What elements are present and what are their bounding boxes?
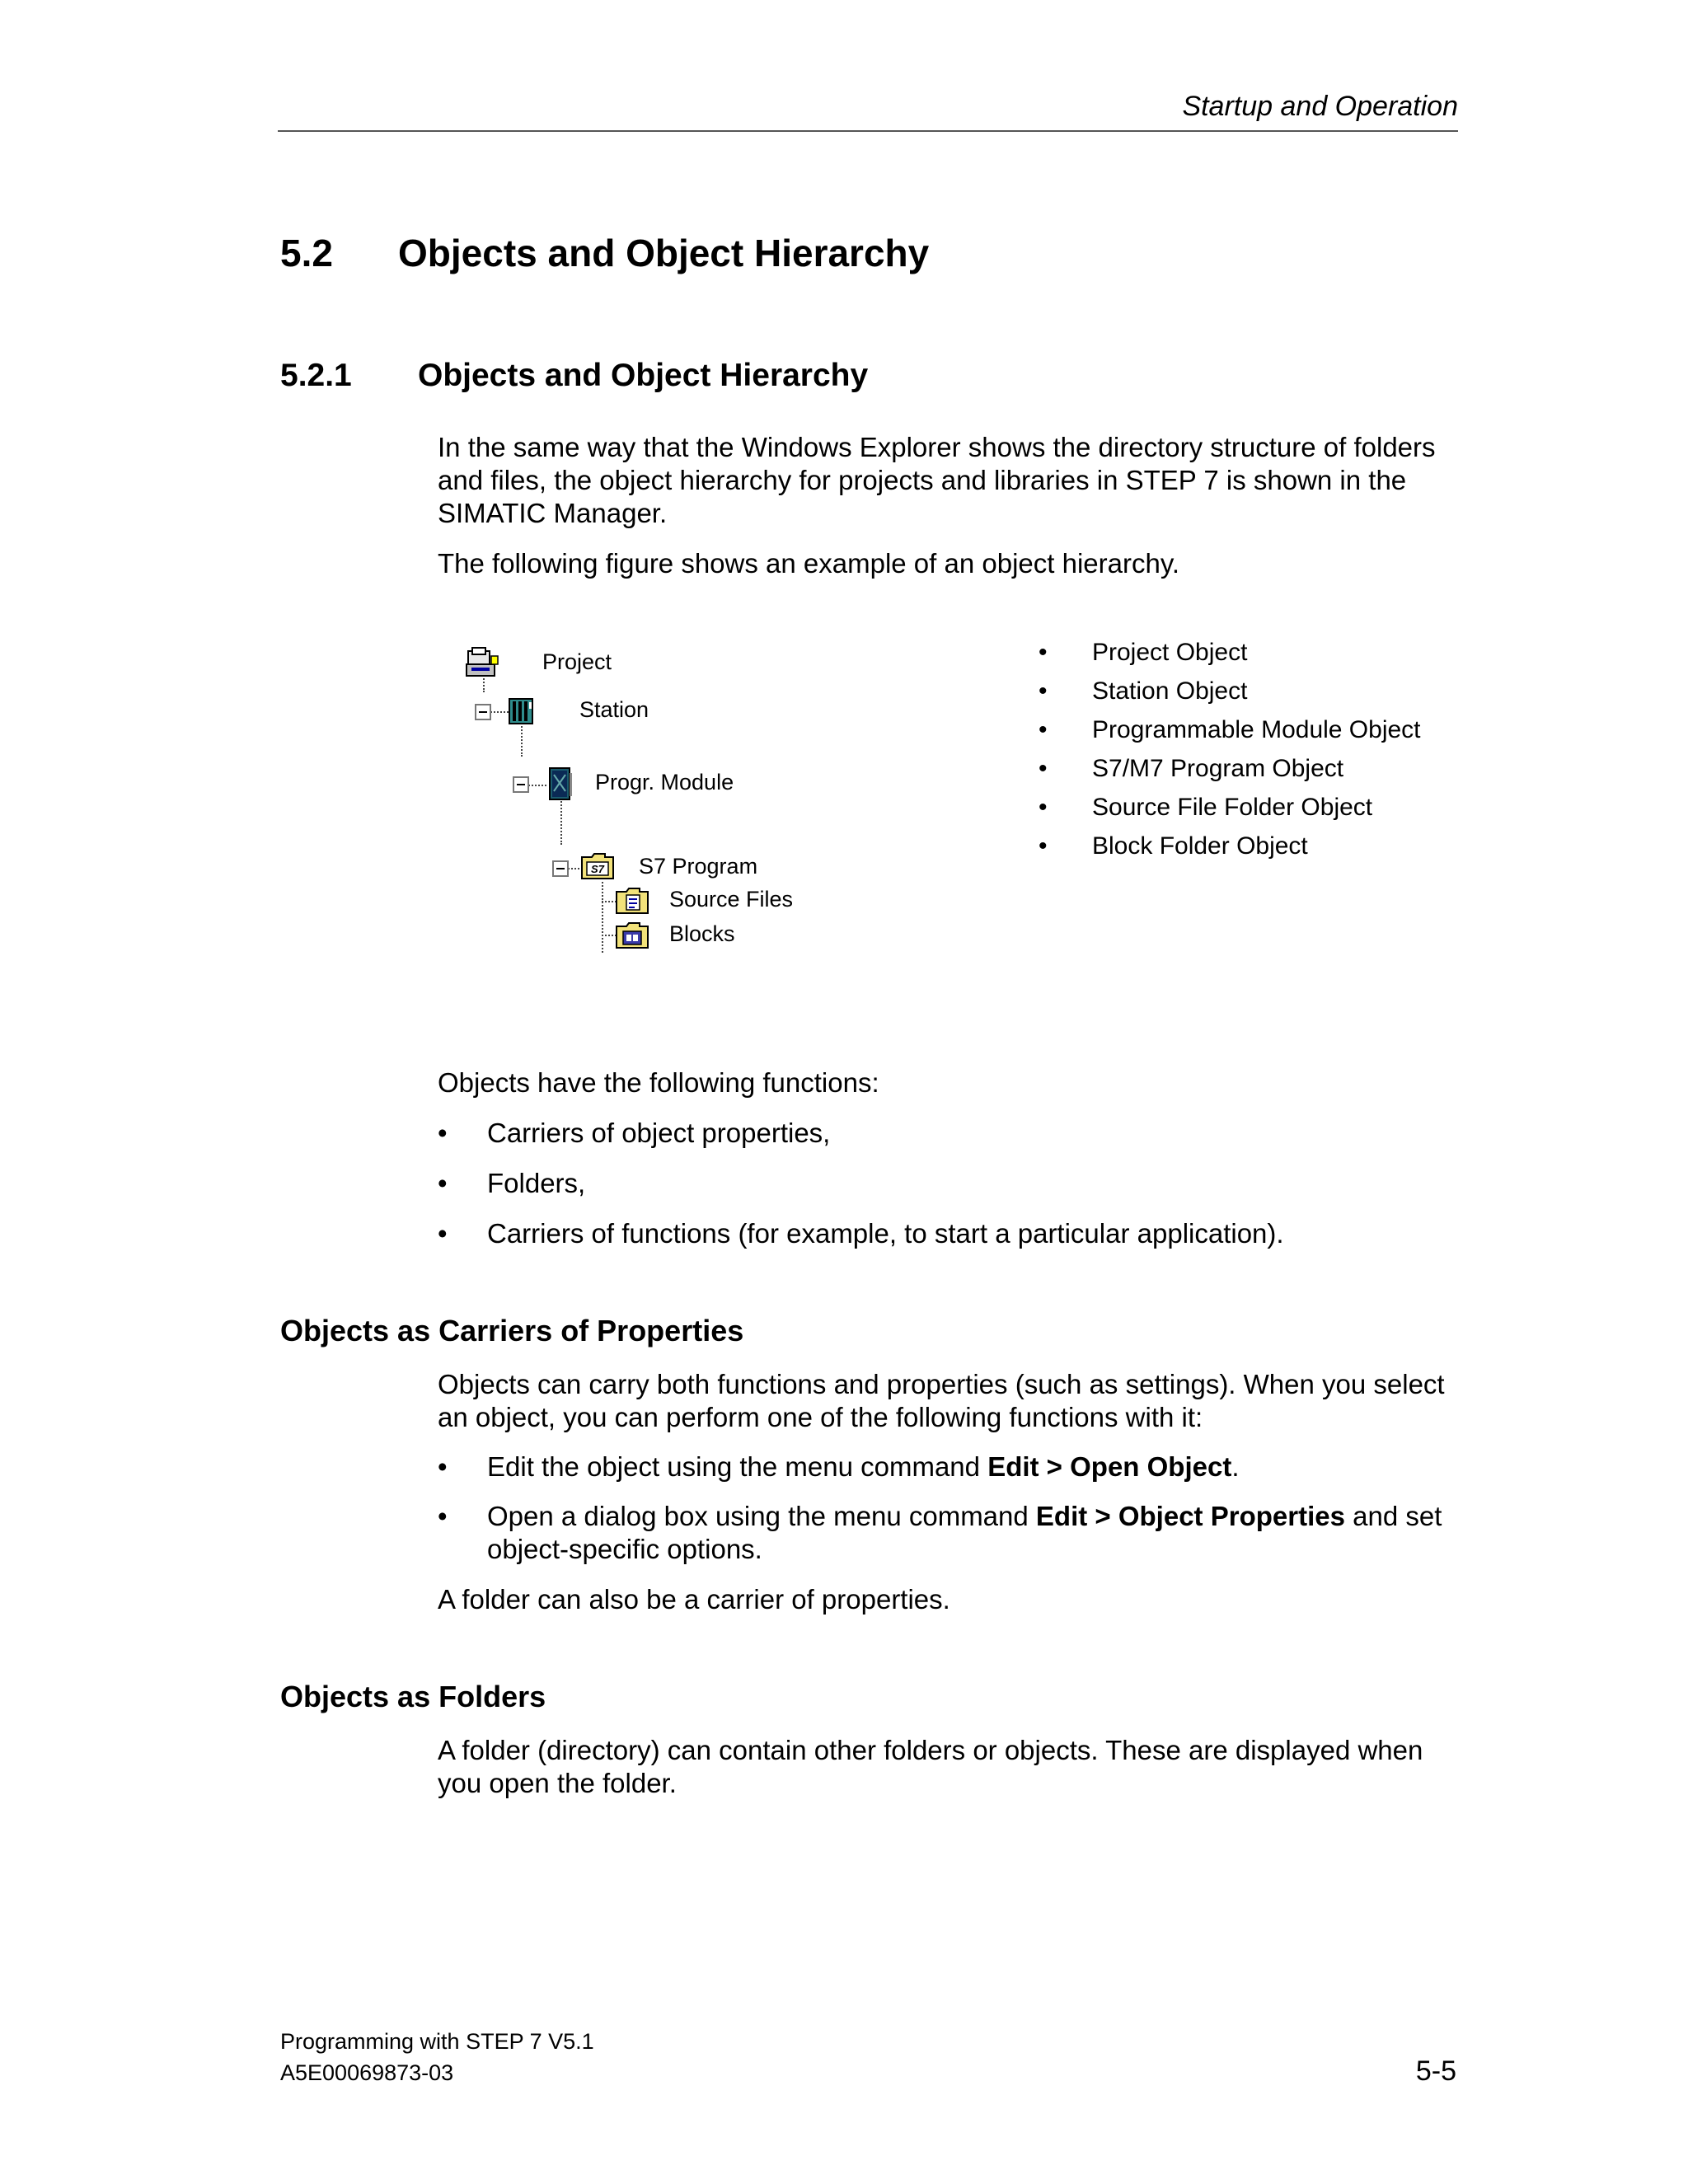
intro-paragraph: In the same way that the Windows Explorer shows the directory structure of folders and files, the object hierarchy for projects and libraries in STEP 7 is shown in the SIMATIC Manager. bbox=[438, 432, 1436, 528]
s7-badge: S7 bbox=[591, 863, 604, 875]
menu-command: Edit > Open Object bbox=[987, 1451, 1232, 1482]
module-icon bbox=[547, 766, 574, 801]
collapse-icon[interactable] bbox=[552, 860, 569, 877]
s7-program-icon bbox=[580, 852, 615, 880]
project-icon bbox=[465, 646, 499, 679]
section-title: Objects and Object Hierarchy bbox=[398, 232, 930, 274]
footer-doc-number: A5E00069873-03 bbox=[280, 2060, 454, 2085]
menu-command: Edit > Object Properties bbox=[1035, 1501, 1345, 1531]
source-files-icon bbox=[615, 887, 649, 915]
header-rule bbox=[278, 130, 1458, 132]
page-number: 5-5 bbox=[1415, 2055, 1456, 2087]
carriers-intro: Objects can carry both functions and properties (such as settings). When you select an object, you can perform one of the following functions with it: bbox=[438, 1369, 1445, 1432]
folders-text: A folder (directory) can contain other folders or objects. These are displayed when you open the folder. bbox=[438, 1735, 1423, 1798]
subsection-title: Objects and Object Hierarchy bbox=[418, 358, 869, 393]
subsection-number: 5.2.1 bbox=[280, 358, 352, 393]
tree-item-s7-program[interactable]: S7 Program bbox=[639, 854, 758, 879]
tree-item-station[interactable]: Station bbox=[579, 697, 649, 722]
tree-item-progr-module[interactable]: Progr. Module bbox=[595, 770, 734, 794]
tree-item-source-files[interactable]: Source Files bbox=[669, 887, 794, 912]
tree-item-blocks[interactable]: Blocks bbox=[669, 921, 735, 946]
collapse-icon[interactable] bbox=[475, 704, 491, 720]
running-header: Startup and Operation bbox=[1182, 91, 1458, 122]
functions-intro: Objects have the following functions: bbox=[438, 1067, 879, 1098]
carriers-closing: A folder can also be a carrier of properties. bbox=[438, 1584, 950, 1615]
station-icon bbox=[508, 697, 534, 725]
section-number: 5.2 bbox=[280, 232, 333, 274]
blocks-icon bbox=[615, 921, 649, 949]
folders-heading: Objects as Folders bbox=[280, 1680, 546, 1713]
collapse-icon[interactable] bbox=[513, 776, 529, 793]
tree-item-project[interactable]: Project bbox=[542, 649, 612, 674]
object-hierarchy-tree bbox=[453, 635, 849, 964]
figure-intro: The following figure shows an example of an object hierarchy. bbox=[438, 548, 1180, 579]
carriers-heading: Objects as Carriers of Properties bbox=[280, 1314, 744, 1347]
footer-title: Programming with STEP 7 V5.1 bbox=[280, 2029, 594, 2054]
